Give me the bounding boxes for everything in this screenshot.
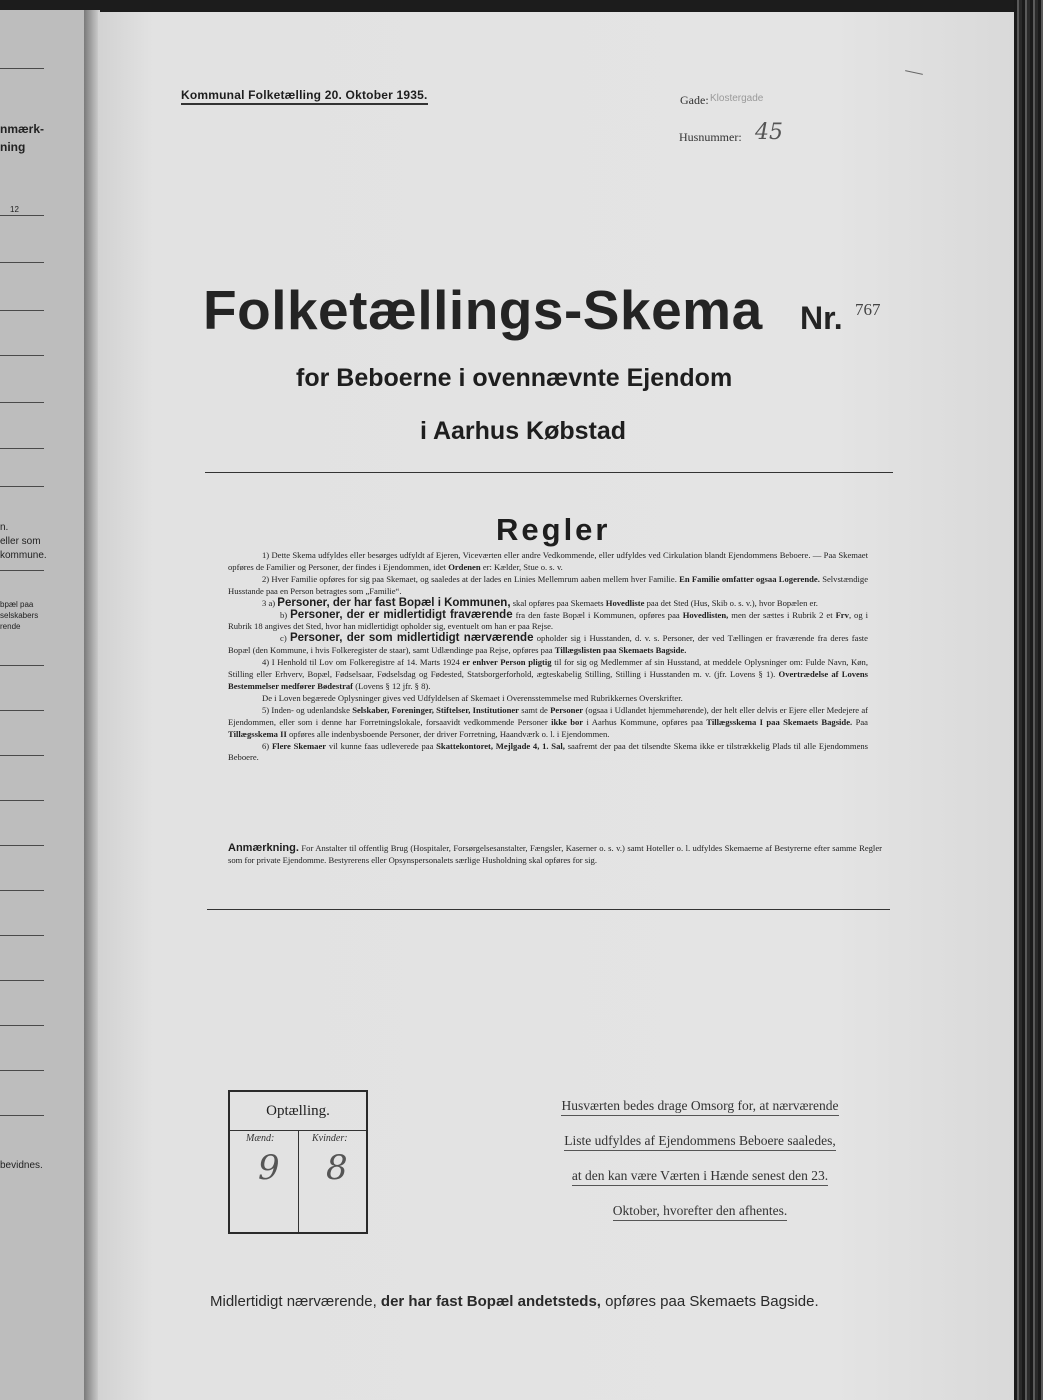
ruled-line xyxy=(0,980,44,981)
street-stamp: Klostergade xyxy=(710,93,764,104)
ruled-line xyxy=(0,570,44,571)
ruled-line xyxy=(0,215,44,216)
ruled-line xyxy=(0,1115,44,1116)
ruled-line xyxy=(0,448,44,449)
remark-text: For Anstalter til offentlig Brug (Hospitaler, Forsørgelsesanstalter, Fængsler, Kaserner o. s. v.) samt Hoteller o. l. udfyldes Skemaerne af Bestyrerne efter samme Regler som for private Ejendomme. Bestyrerens eller Opsynspersonalets særlige Husholdning skal opføres for sig. xyxy=(228,843,882,865)
remark xyxy=(228,842,882,866)
census-header: Kommunal Folketælling 20. Oktober 1935. xyxy=(181,88,428,105)
women-label: Kvinder: xyxy=(312,1133,348,1144)
ruled-line xyxy=(0,890,44,891)
form-number-stamp: 767 xyxy=(855,300,881,319)
instruction-line: Husværten bedes drage Omsorg for, at nærværende xyxy=(530,1098,870,1114)
fragment-text: n. xyxy=(0,522,9,533)
rules-text xyxy=(228,550,868,764)
ruled-line xyxy=(0,310,44,311)
fragment-text: selskabers xyxy=(0,611,39,620)
ruled-line xyxy=(0,1070,44,1071)
form-subtitle-city: i Aarhus Købstad xyxy=(420,417,627,445)
rules-heading: Regler xyxy=(496,512,611,547)
rule-3a: 3 a) Personer, der har fast Bopæl i Kommunen, skal opføres paa Skemaets Hovedliste paa det Sted (Hus, Skib o. s. v.), hvor Bopælen er. xyxy=(262,596,818,609)
count-box xyxy=(228,1090,368,1234)
fragment-text: kommune. xyxy=(0,550,47,561)
fragment-text: 12 xyxy=(10,205,19,214)
fragment-text: eller som xyxy=(0,536,41,547)
instruction-line: Liste udfyldes af Ejendommens Beboere saaledes, xyxy=(530,1133,870,1149)
men-count: 9 xyxy=(258,1148,280,1188)
ruled-line xyxy=(0,1025,44,1026)
ruled-line xyxy=(0,935,44,936)
ruled-line xyxy=(0,262,44,263)
ruled-line xyxy=(0,355,44,356)
ruled-line xyxy=(0,755,44,756)
house-number-handwritten: 45 xyxy=(755,120,783,145)
men-label: Mænd: xyxy=(246,1133,275,1144)
fragment-text: ning xyxy=(0,140,26,154)
fragment-text: rende xyxy=(0,622,21,631)
count-title: Optælling. xyxy=(230,1092,366,1131)
ruled-line xyxy=(0,68,44,69)
ruled-line xyxy=(0,800,44,801)
street-label: Gade: xyxy=(680,93,709,107)
rule-3b: b) Personer, der er midlertidigt fraværende fra den faste Bopæl i Kommunen, opføres paa Hovedlisten, men der sættes i Rubrik 2 et Frv, og i Rubrik 18 angives det Sted, hvor han midlertidigt opholder sig, eventuelt om han er paa Rejse. xyxy=(228,608,868,632)
rule-5: 5) Inden- og udenlandske Selskaber, Foreninger, Stiftelser, Institutioner samt de Personer (ogsaa i Udlandet hjemmehørende), der helt eller delvis er Ejere eller Medejere af Ejendommen, eller som i denne har Forretningslokale, forsaavidt vedkommende Personer ikke bor i Aarhus Kommune, opføres paa Tillægsskema I paa Skemaets Bagside. Paa Tillægsskema II opføres alle indenbysboende Personer, der driver Forretning, Haandværk o. l. i Ejendommen. xyxy=(228,704,868,739)
fragment-text: bpæl paa xyxy=(0,600,34,609)
rule-4-note: De i Loven begærede Oplysninger gives ved Udfyldelsen af Skemaet i Overensstemmelse med Rubrikkernes Overskrifter. xyxy=(262,692,683,703)
fragment-text: bevidnes. xyxy=(0,1160,43,1171)
ruled-line xyxy=(0,845,44,846)
previous-page-edge xyxy=(0,10,86,1400)
fragment-text: nmærk- xyxy=(0,122,45,136)
remark-title: Anmærkning. xyxy=(228,842,299,854)
house-number-label: Husnummer: xyxy=(679,130,742,144)
count-divider xyxy=(298,1130,299,1232)
rule-4: 4) I Henhold til Lov om Folkeregistre af 14. Marts 1924 er enhver Person pligtig til for sig og Medlemmer af sin Husstand, at meddele Oplysninger om: Fulde Navn, Køn, Stilling eller Erhverv, Bopæl, Fødselsaar, Fødselsdag og Fødested, Statsborgerforhold, ægteskabelig Stilling, Stilling i Husstanden m. v. (jfr. Lovens § 1). Overtrædelse af Lovens Bestemmelser medfører Bødestraf (Lovens § 12 jfr. § 8). xyxy=(228,657,868,691)
form-number-label: Nr. xyxy=(800,300,843,336)
divider xyxy=(207,909,890,910)
women-count: 8 xyxy=(326,1148,348,1188)
divider xyxy=(205,472,893,473)
footer-note: Midlertidigt nærværende, der har fast Bopæl andetsteds, opføres paa Skemaets Bagside. xyxy=(210,1293,819,1310)
rule-3c: c) Personer, der som midlertidigt nærværende opholder sig i Husstanden, d. v. s. Personer, der ved Tællingen er fraværende fra deres faste Bopæl (den Kommune, i hvis Folkeregister de staar), samt Udlændinge paa Rejse, opføres paa Tillægslisten paa Skemaets Bagside. xyxy=(228,632,868,656)
rule-6: 6) Flere Skemaer vil kunne faas udleverede paa Skattekontoret, Mejlgade 4, 1. Sal, saafremt der paa det tilsendte Skema ikke er tilstrækkelig Plads til alle Ejendommens Beboere. xyxy=(228,740,869,763)
form-subtitle: for Beboerne i ovennævnte Ejendom xyxy=(296,364,733,392)
form-title: Folketællings-Skema xyxy=(203,279,763,341)
instruction-line: at den kan være Værten i Hænde senest den 23. xyxy=(530,1168,870,1184)
instruction-line: Oktober, hvorefter den afhentes. xyxy=(530,1203,870,1219)
ruled-line xyxy=(0,665,44,666)
rule-2: 2) Hver Familie opføres for sig paa Skemaet, og saaledes at der lades en Linies Mellemrum aaben mellem hver Familie. En Familie omfatter ogsaa Logerende. Selvstændige Husstande paa en Person betragtes som „Familie“. xyxy=(228,573,869,596)
ruled-line xyxy=(0,402,44,403)
book-page-edges xyxy=(1014,0,1043,1400)
rule-1: 1) Dette Skema udfyldes eller besørges udfyldt af Ejeren, Viceværten eller andre Vedkommende, eller udfyldes ved Cirkulation blandt Ejendommens Beboere. — Paa Skemaet opføres de Familier og Personer, der findes i Ejendommen, idet Ordenen er: Kælder, Stue o. s. v. xyxy=(228,550,868,572)
ruled-line xyxy=(0,486,44,487)
ruled-line xyxy=(0,710,44,711)
